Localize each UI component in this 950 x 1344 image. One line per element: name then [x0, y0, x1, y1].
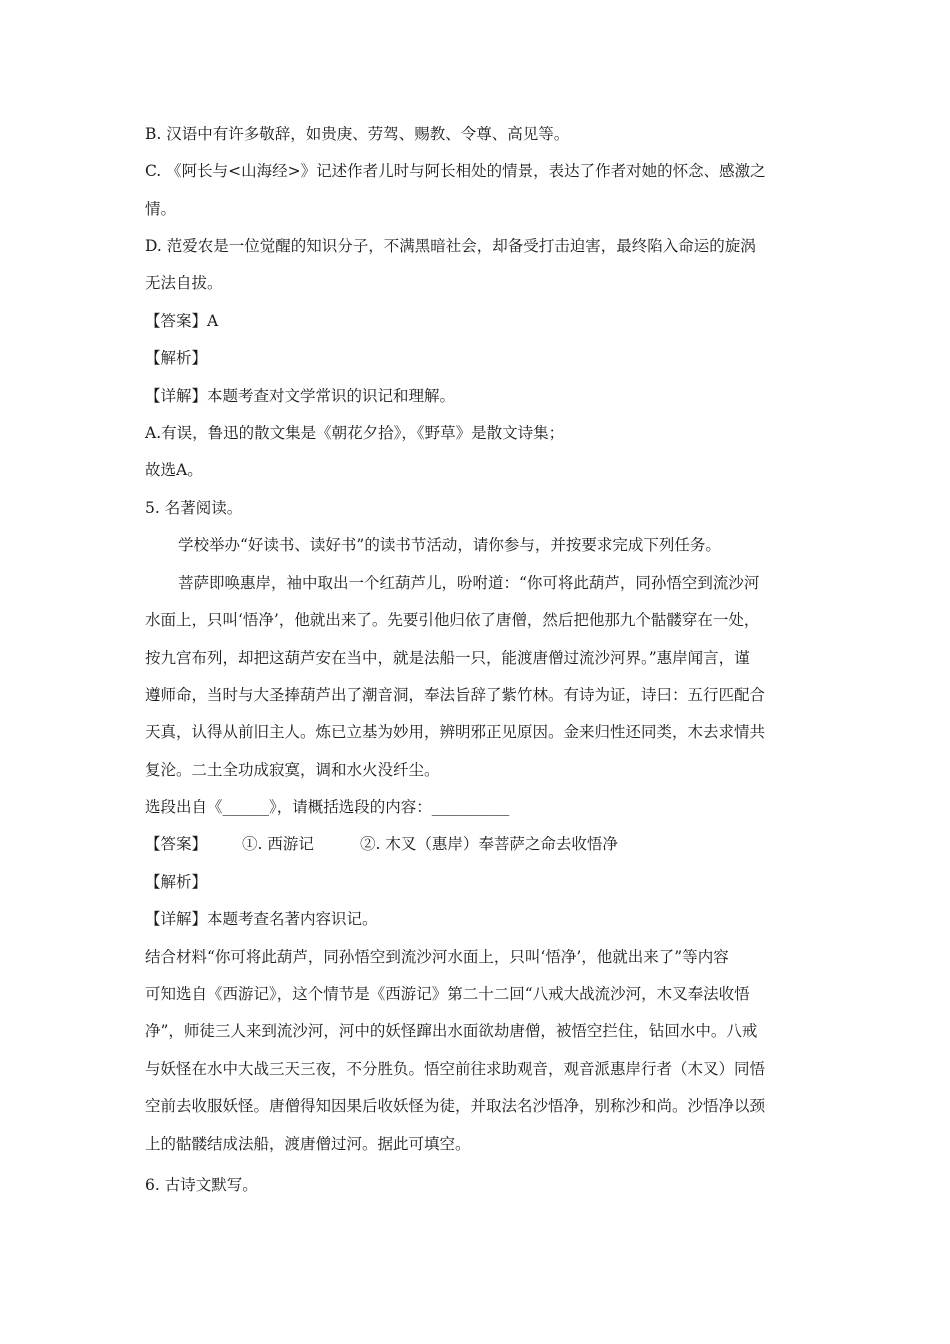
- detail-5-line: 结合材料“你可将此葫芦，同孙悟空到流沙河水面上，只叫‘悟净’，他就出来了”等内容: [145, 948, 729, 966]
- passage-line: 天真，认得从前旧主人。炼已立基为妙用，辨明邪正见原因。金来归性还同类，木去求情共: [145, 723, 766, 741]
- detail-5-line: 净”，师徒三人来到流沙河，河中的妖怪蹿出水面欲劫唐僧，被悟空拦住，钻回水中。八戒: [145, 1022, 758, 1040]
- passage-line: 复沦。二土全功成寂寞，调和水火没纤尘。: [145, 761, 440, 779]
- passage-line: 按九宫布列，却把这葫芦安在当中，就是法船一只，能渡唐僧过流沙河界。”惠岸闻言，谨: [145, 649, 750, 667]
- detail-5-line: 与妖怪在水中大战三天三夜，不分胜负。悟空前往求助观音，观音派惠岸行者（木叉）同悟: [145, 1060, 766, 1078]
- analysis-heading-5: 【解析】: [145, 873, 208, 891]
- detail-5: 【详解】本题考查名著内容识记。: [145, 910, 378, 928]
- passage-line: 遵师命，当时与大圣捧葫芦出了潮音洞，奉法旨辞了紫竹林。有诗为证，诗曰：五行匹配合: [145, 686, 766, 704]
- option-d-cont: 无法自拔。: [145, 274, 223, 292]
- passage-line: 菩萨即唤惠岸，袖中取出一个红葫芦儿，吩咐道：“你可将此葫芦，同孙悟空到流沙河: [178, 574, 760, 592]
- question-5-title: 5. 名著阅读。: [145, 499, 243, 517]
- detail-4: 【详解】本题考查对文学常识的识记和理解。: [145, 387, 456, 405]
- detail-5-line: 空前去收服妖怪。唐僧得知因果后收妖怪为徒，并取法名沙悟净，别称沙和尚。沙悟净以颈: [145, 1097, 766, 1115]
- option-b: B. 汉语中有许多敬辞，如贵庚、劳驾、赐教、令尊、高见等。: [145, 125, 570, 143]
- analysis-heading-4: 【解析】: [145, 349, 208, 367]
- question-5-intro: 学校举办“好读书、读好书”的读书节活动，请你参与，并按要求完成下列任务。: [178, 536, 721, 554]
- option-c-cont: 情。: [145, 200, 177, 218]
- passage-line: 水面上，只叫‘悟净’，他就出来了。先要引他归依了唐僧，然后把他那九个骷髅穿在一处，: [145, 611, 760, 629]
- question-5-prompt: 选段出自《______》，请概括选段的内容：__________: [145, 798, 510, 816]
- answer-5-item-2: ②. 木叉（惠岸）奉菩萨之命去收悟净: [360, 835, 618, 853]
- detail-4-a: A.有误，鲁迅的散文集是《朝花夕拾》，《野草》是散文诗集；: [145, 424, 565, 442]
- question-6-title: 6. 古诗文默写。: [145, 1176, 258, 1194]
- option-d: D. 范爱农是一位觉醒的知识分子，不满黑暗社会，却备受打击迫害，最终陷入命运的旋涡: [145, 237, 756, 255]
- detail-4-conclusion: 故选A。: [145, 461, 203, 479]
- option-c: C. 《阿长与<山海经>》记述作者儿时与阿长相处的情景，表达了作者对她的怀念、感激之: [145, 162, 766, 180]
- detail-5-line: 上的骷髅结成法船，渡唐僧过河。据此可填空。: [145, 1135, 471, 1153]
- detail-5-line: 可知选自《西游记》，这个情节是《西游记》第二十二回“八戒大战流沙河，木叉奉法收悟: [145, 985, 750, 1003]
- answer-5-label: 【答案】: [145, 835, 208, 853]
- answer-5-item-1: ①. 西游记: [242, 835, 314, 853]
- answer-4: 【答案】A: [145, 312, 219, 330]
